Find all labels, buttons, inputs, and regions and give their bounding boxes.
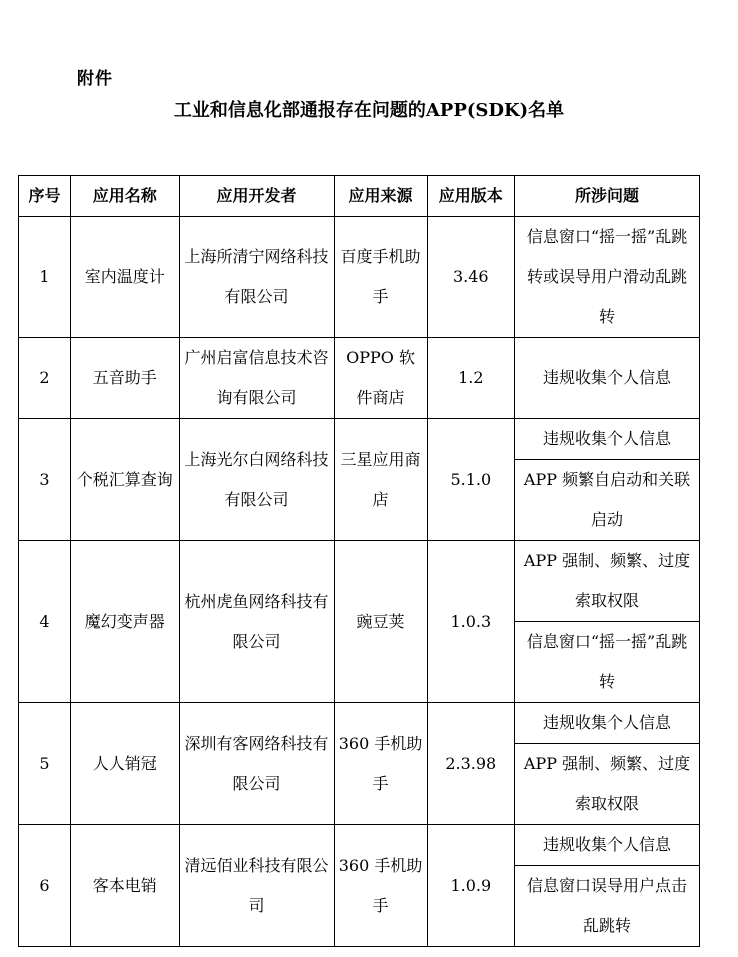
cell-issue: 信息窗口“摇一摇”乱跳转或误导用户滑动乱跳转 [515, 217, 700, 338]
cell-app-name: 室内温度计 [71, 217, 180, 338]
table-row [19, 703, 700, 744]
cell-source: 百度手机助手 [334, 217, 427, 338]
cell-issue: APP 强制、频繁、过度索取权限 [515, 541, 700, 622]
cell-source: OPPO 软件商店 [334, 338, 427, 419]
cell-app-name: 五音助手 [71, 338, 180, 419]
cell-no: 6 [19, 825, 71, 947]
cell-source: 360 手机助手 [334, 825, 427, 947]
cell-developer: 深圳有客网络科技有限公司 [179, 703, 334, 825]
cell-issue: 违规收集个人信息 [515, 703, 700, 744]
table-row [19, 419, 700, 460]
document-title: 工业和信息化部通报存在问题的APP(SDK)名单 [173, 100, 565, 121]
cell-app-name: 个税汇算查询 [71, 419, 180, 541]
cell-no: 4 [19, 541, 71, 703]
cell-version: 2.3.98 [427, 703, 514, 825]
cell-developer: 杭州虎鱼网络科技有限公司 [179, 541, 334, 703]
table-header-row [19, 176, 700, 217]
cell-no: 1 [19, 217, 71, 338]
cell-app-name: 客本电销 [71, 825, 180, 947]
app-list-table [18, 175, 700, 947]
cell-issue: 信息窗口误导用户点击乱跳转 [515, 866, 700, 947]
column-header-version: 应用版本 [427, 176, 514, 217]
attachment-label: 附件 [77, 69, 113, 89]
cell-app-name: 人人销冠 [71, 703, 180, 825]
cell-version: 5.1.0 [427, 419, 514, 541]
cell-developer: 清远佰业科技有限公司 [179, 825, 334, 947]
column-header-issues: 所涉问题 [515, 176, 700, 217]
cell-version: 1.2 [427, 338, 514, 419]
cell-issue: 信息窗口“摇一摇”乱跳转 [515, 622, 700, 703]
table-row [19, 338, 700, 419]
cell-issue: APP 强制、频繁、过度索取权限 [515, 744, 700, 825]
cell-issue: 违规收集个人信息 [515, 825, 700, 866]
cell-source: 豌豆荚 [334, 541, 427, 703]
column-header-developer: 应用开发者 [179, 176, 334, 217]
cell-developer: 广州启富信息技术咨询有限公司 [179, 338, 334, 419]
cell-issue: 违规收集个人信息 [515, 419, 700, 460]
table-row [19, 541, 700, 622]
cell-no: 2 [19, 338, 71, 419]
cell-version: 1.0.9 [427, 825, 514, 947]
column-header-source: 应用来源 [334, 176, 427, 217]
table-row [19, 825, 700, 866]
cell-no: 3 [19, 419, 71, 541]
cell-version: 3.46 [427, 217, 514, 338]
cell-issue: 违规收集个人信息 [515, 338, 700, 419]
cell-source: 三星应用商店 [334, 419, 427, 541]
column-header-no: 序号 [19, 176, 71, 217]
column-header-app-name: 应用名称 [71, 176, 180, 217]
cell-version: 1.0.3 [427, 541, 514, 703]
cell-app-name: 魔幻变声器 [71, 541, 180, 703]
table-row [19, 217, 700, 338]
cell-developer: 上海光尔白网络科技有限公司 [179, 419, 334, 541]
cell-source: 360 手机助手 [334, 703, 427, 825]
cell-no: 5 [19, 703, 71, 825]
cell-developer: 上海所清宁网络科技有限公司 [179, 217, 334, 338]
cell-issue: APP 频繁自启动和关联启动 [515, 460, 700, 541]
